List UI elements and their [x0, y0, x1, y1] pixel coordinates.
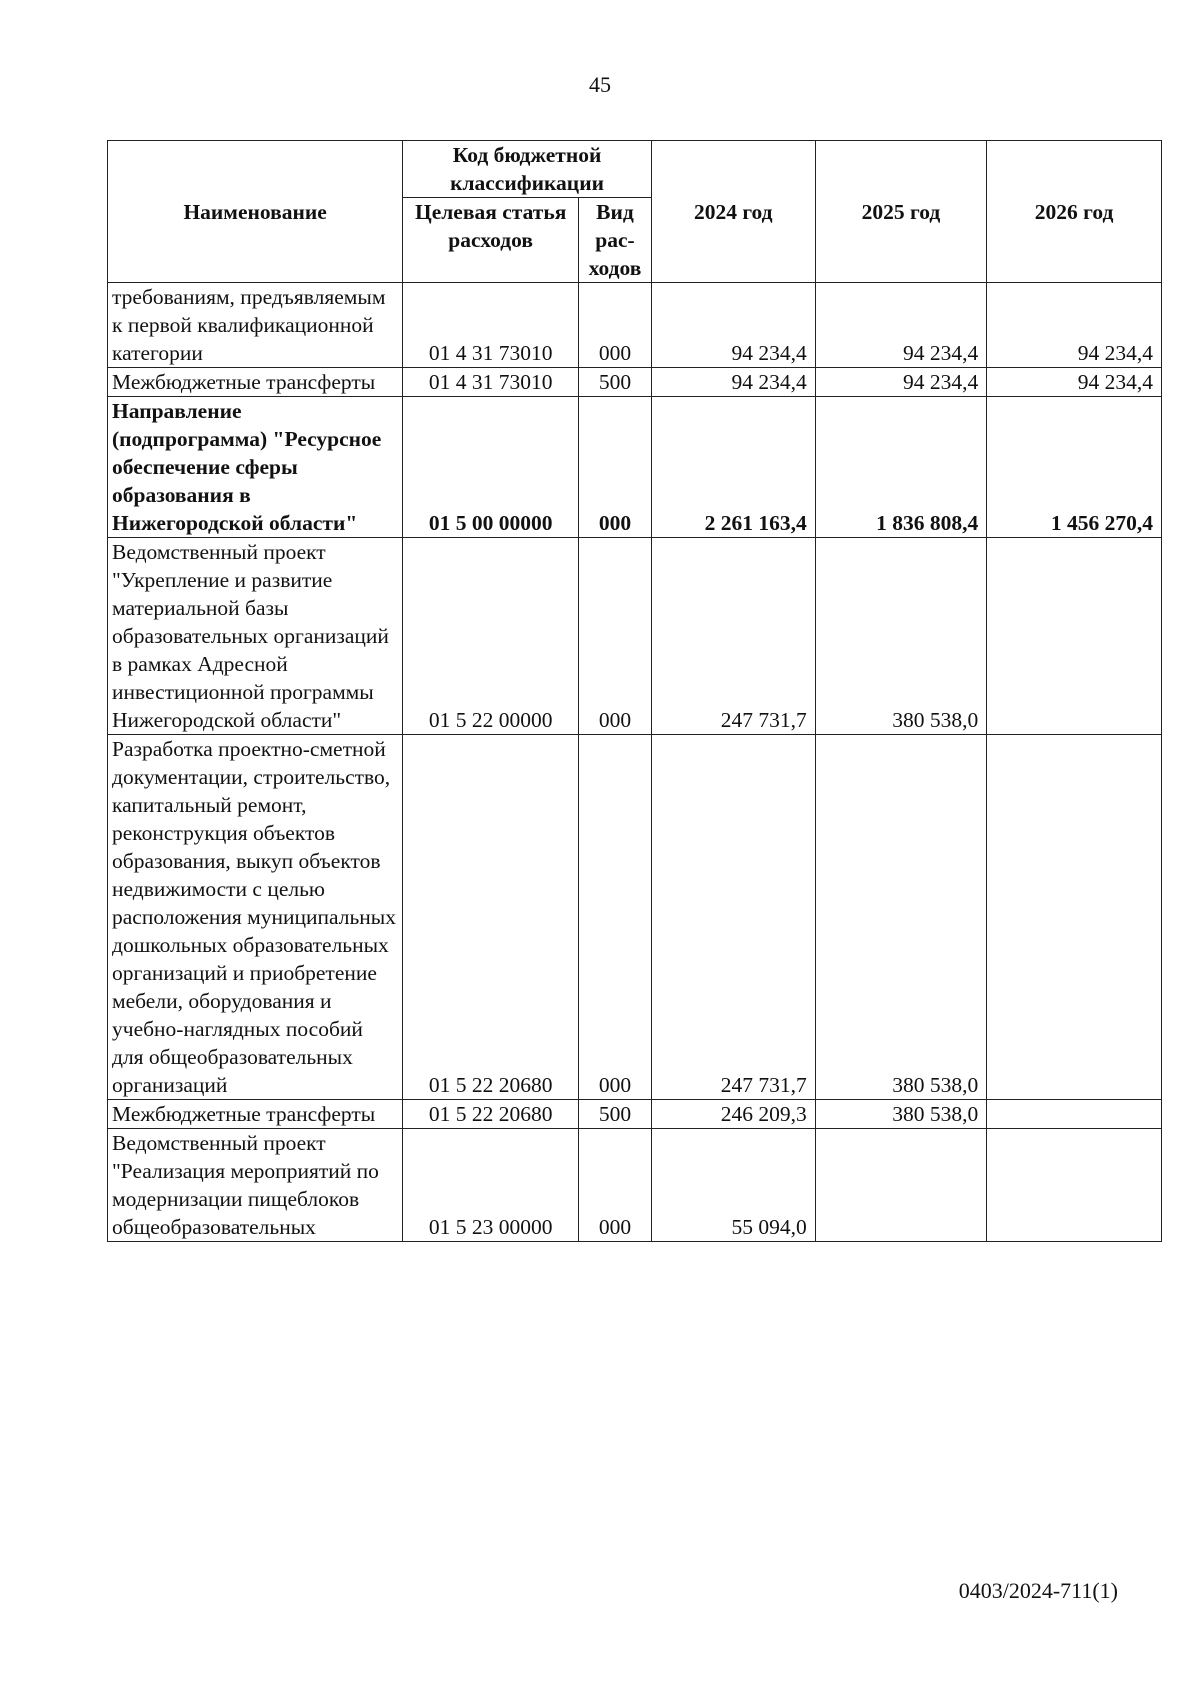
table-row: [108, 283, 1162, 368]
row-2024: 247 731,7: [651, 538, 815, 735]
row-2024: 246 209,3: [651, 1100, 815, 1129]
table-row: [108, 368, 1162, 397]
header-year-2025: 2025 год: [815, 141, 987, 283]
row-name: Ведомственный проект "Реализация мероприятий по модернизации пищеблоков общеобразовательных: [108, 1129, 403, 1242]
row-2025: 380 538,0: [815, 1100, 987, 1129]
table-row: [108, 1129, 1162, 1242]
document-id: 0403/2024-711(1): [958, 1578, 1118, 1603]
header-year-2026: 2026 год: [987, 141, 1162, 283]
row-2024: 247 731,7: [651, 735, 815, 1100]
row-type: 000: [579, 397, 652, 538]
row-2025: [815, 1129, 987, 1242]
row-article: 01 5 22 20680: [403, 1100, 579, 1129]
row-type: 000: [579, 538, 652, 735]
row-article: 01 4 31 73010: [403, 368, 579, 397]
row-name: требованиям, предъявляемым к первой квалификационной категории: [108, 283, 403, 368]
table-row-subprogram: [108, 397, 1162, 538]
row-2026: [987, 538, 1162, 735]
row-2025: 94 234,4: [815, 368, 987, 397]
row-article: 01 5 22 20680: [403, 735, 579, 1100]
header-expense-type: Вид рас- ходов: [579, 198, 652, 283]
page-number: 45: [589, 72, 611, 97]
row-name: Разработка проектно-сметной документации, строительство, капитальный ремонт, реконструкция объектов образования, выкуп объектов недвижимости с целью расположения муниципальных дошкольных образовательных организаций и приобретение мебели, оборудования и учебно-наглядных пособий для общеобразовательных организаций: [108, 735, 403, 1100]
row-2026: 94 234,4: [987, 368, 1162, 397]
row-2024: 94 234,4: [651, 283, 815, 368]
row-article: 01 5 22 00000: [403, 538, 579, 735]
row-article: 01 4 31 73010: [403, 283, 579, 368]
row-2025: 380 538,0: [815, 538, 987, 735]
row-type: 500: [579, 1100, 652, 1129]
row-type: 000: [579, 283, 652, 368]
row-name: Межбюджетные трансферты: [108, 368, 403, 397]
row-type: 500: [579, 368, 652, 397]
row-type: 000: [579, 1129, 652, 1242]
row-article: 01 5 00 00000: [403, 397, 579, 538]
row-2025: 94 234,4: [815, 283, 987, 368]
row-name: Ведомственный проект "Укрепление и развитие материальной базы образовательных организаций в рамках Адресной инвестиционной программы Нижегородской области": [108, 538, 403, 735]
row-2026: [987, 735, 1162, 1100]
header-year-2024: 2024 год: [651, 141, 815, 283]
row-2026: 1 456 270,4: [987, 397, 1162, 538]
row-2024: 2 261 163,4: [651, 397, 815, 538]
budget-table: [107, 140, 1162, 1242]
header-code-group: Код бюджетной классификации: [403, 141, 652, 198]
table-row: [108, 538, 1162, 735]
row-2025: 380 538,0: [815, 735, 987, 1100]
row-2026: [987, 1129, 1162, 1242]
row-article: 01 5 23 00000: [403, 1129, 579, 1242]
row-2025: 1 836 808,4: [815, 397, 987, 538]
table-row: [108, 735, 1162, 1100]
table-row: [108, 1100, 1162, 1129]
row-2026: 94 234,4: [987, 283, 1162, 368]
row-name: Межбюджетные трансферты: [108, 1100, 403, 1129]
row-2024: 94 234,4: [651, 368, 815, 397]
row-name: Направление (подпрограмма) "Ресурсное обеспечение сферы образования в Нижегородской области": [108, 397, 403, 538]
row-type: 000: [579, 735, 652, 1100]
header-name: Наименование: [108, 141, 403, 283]
header-target-article: Целевая статья расходов: [403, 198, 579, 283]
row-2026: [987, 1100, 1162, 1129]
row-2024: 55 094,0: [651, 1129, 815, 1242]
